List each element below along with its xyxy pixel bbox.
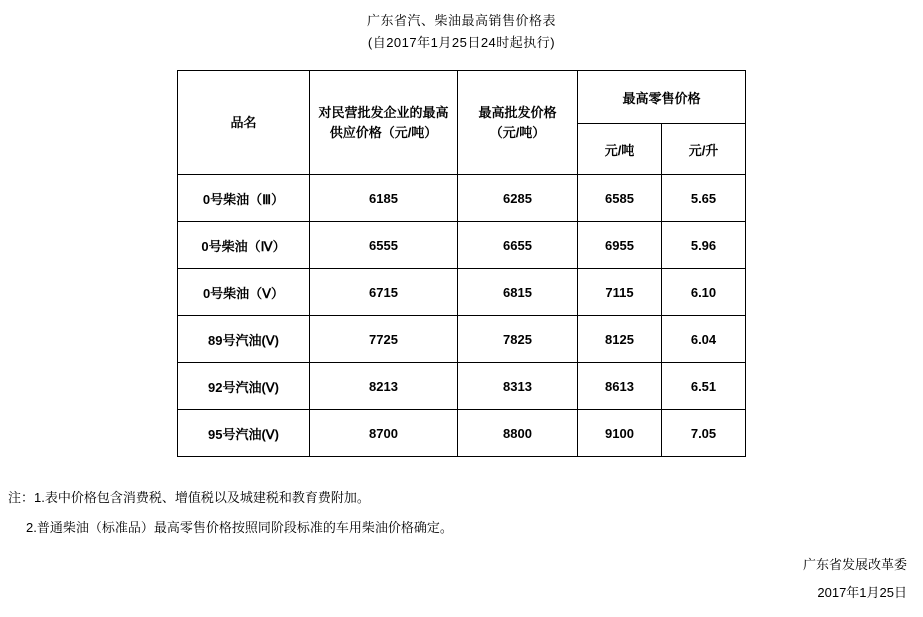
table-header-row-top xyxy=(178,71,746,124)
cell-retail-price-ton: 6955 xyxy=(578,222,662,269)
cell-retail-price-litre: 5.96 xyxy=(662,222,746,269)
price-table xyxy=(177,70,746,457)
table-header xyxy=(178,71,746,175)
cell-wholesale-price: 6815 xyxy=(458,269,578,316)
table-row xyxy=(178,222,746,269)
table-row xyxy=(178,410,746,457)
footer-block xyxy=(803,551,907,607)
note-line-1: 注：1.表中价格包含消费税、增值税以及城建税和教育费附加。 xyxy=(8,490,370,505)
header-cell-name: 品名 xyxy=(178,71,310,175)
cell-retail-price-ton: 7115 xyxy=(578,269,662,316)
cell-wholesale-price: 8313 xyxy=(458,363,578,410)
header-cell-retail-unit-litre: 元/升 xyxy=(662,124,746,175)
table-body xyxy=(178,175,746,457)
header-cell-retail-unit-ton: 元/吨 xyxy=(578,124,662,175)
table-row xyxy=(178,363,746,410)
cell-product-name: 0号柴油（Ⅳ） xyxy=(178,222,310,269)
title-block xyxy=(0,0,923,54)
cell-supply-price: 6555 xyxy=(310,222,458,269)
cell-wholesale-price: 6655 xyxy=(458,222,578,269)
cell-retail-price-ton: 9100 xyxy=(578,410,662,457)
cell-product-name: 0号柴油（Ⅲ） xyxy=(178,175,310,222)
cell-wholesale-price: 8800 xyxy=(458,410,578,457)
page-subtitle: (自2017年1月25日24时起执行) xyxy=(367,35,556,50)
cell-retail-price-ton: 8125 xyxy=(578,316,662,363)
table-row xyxy=(178,269,746,316)
table-row xyxy=(178,175,746,222)
header-cell-retail-price: 最高零售价格 xyxy=(578,71,746,124)
note-line-2: 2.普通柴油（标准品）最高零售价格按照同阶段标准的车用柴油价格确定。 xyxy=(26,520,453,535)
footer-date: 2017年1月25日 xyxy=(817,585,907,600)
cell-product-name: 92号汽油(Ⅴ) xyxy=(178,363,310,410)
table-row xyxy=(178,316,746,363)
cell-retail-price-ton: 8613 xyxy=(578,363,662,410)
cell-supply-price: 7725 xyxy=(310,316,458,363)
cell-supply-price: 8213 xyxy=(310,363,458,410)
cell-wholesale-price: 6285 xyxy=(458,175,578,222)
cell-retail-price-litre: 6.10 xyxy=(662,269,746,316)
cell-product-name: 95号汽油(Ⅴ) xyxy=(178,410,310,457)
cell-supply-price: 6185 xyxy=(310,175,458,222)
cell-retail-price-litre: 7.05 xyxy=(662,410,746,457)
cell-retail-price-litre: 6.51 xyxy=(662,363,746,410)
header-cell-supply-price: 对民营批发企业的最高供应价格（元/吨） xyxy=(310,71,458,175)
header-cell-wholesale-price: 最高批发价格（元/吨） xyxy=(458,71,578,175)
footer-issuer: 广东省发展改革委 xyxy=(802,557,907,572)
table-container xyxy=(0,70,923,457)
page-title: 广东省汽、柴油最高销售价格表 xyxy=(366,13,556,28)
cell-retail-price-litre: 6.04 xyxy=(662,316,746,363)
cell-wholesale-price: 7825 xyxy=(458,316,578,363)
cell-retail-price-litre: 5.65 xyxy=(662,175,746,222)
cell-supply-price: 8700 xyxy=(310,410,458,457)
cell-product-name: 89号汽油(Ⅴ) xyxy=(178,316,310,363)
cell-retail-price-ton: 6585 xyxy=(578,175,662,222)
notes-section xyxy=(0,483,923,543)
cell-supply-price: 6715 xyxy=(310,269,458,316)
cell-product-name: 0号柴油（Ⅴ） xyxy=(178,269,310,316)
